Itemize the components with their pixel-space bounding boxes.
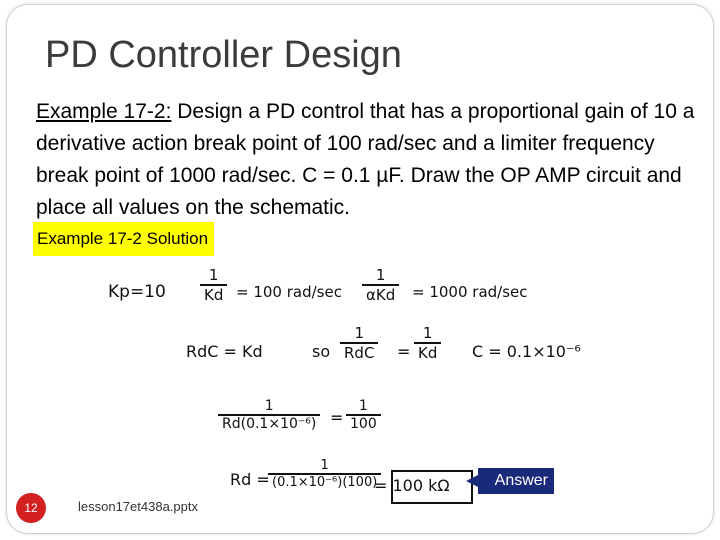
- page-number-badge: 12: [16, 493, 46, 523]
- slide-title: PD Controller Design: [45, 34, 402, 76]
- eq5-fraction: [268, 458, 381, 490]
- eq2-numerator: 1: [362, 266, 399, 286]
- eq3-fraction-a: [340, 324, 378, 362]
- solution-banner: [33, 222, 212, 256]
- problem-statement: [36, 96, 696, 232]
- eq4-numerator-2: 1: [346, 398, 381, 416]
- problem-label: Example 17-2:: [36, 100, 172, 123]
- eq5-rhs: = 100 kΩ: [374, 476, 450, 495]
- eq4-denominator-2: 100: [350, 416, 377, 432]
- slide-frame: [6, 4, 714, 534]
- eq3-numerator: 1: [340, 324, 378, 344]
- eq3-denominator: RdC: [344, 344, 375, 362]
- eq4-numerator: 1: [218, 398, 320, 416]
- eq2-denominator: αKd: [366, 286, 396, 304]
- eq3-so: so: [312, 342, 331, 361]
- eq4-fraction-b: [346, 398, 381, 432]
- eq2-rhs: = 1000 rad/sec: [412, 283, 528, 301]
- eq3-fraction-b: [414, 324, 441, 362]
- answer-button[interactable]: Answer: [478, 468, 554, 494]
- eq2-fraction: [362, 266, 399, 304]
- eq1-rhs: = 100 rad/sec: [236, 283, 342, 301]
- eq3-denominator-2: Kd: [418, 344, 438, 362]
- eq4-equals: =: [330, 408, 344, 427]
- problem-text: Design a PD control that has a proportional gain of 10 a derivative action break point of 100 rad/sec and a limiter frequency break point of 1000 rad/sec. C = 0.1 µF. Draw the OP AMP circuit and place all values on the schematic.: [36, 100, 695, 219]
- eq3-lhs: RdC = Kd: [186, 342, 263, 361]
- solution-label: Example 17-2 Solution: [37, 229, 209, 248]
- eq4-fraction-a: [218, 398, 320, 432]
- eq4-denominator: Rd(0.1×10⁻⁶): [222, 416, 317, 432]
- kp-equation: Kp=10: [108, 282, 166, 302]
- eq1-numerator: 1: [200, 266, 227, 286]
- eq3-equals: =: [397, 342, 411, 361]
- answer-box: [391, 470, 473, 504]
- eq1-fraction: [200, 266, 227, 304]
- eq3-numerator-2: 1: [414, 324, 441, 344]
- footer-filename: lesson17et438a.pptx: [78, 499, 198, 514]
- eq5-lhs: Rd =: [230, 470, 270, 489]
- eq5-denominator: (0.1×10⁻⁶)(100): [272, 475, 378, 490]
- eq5-numerator: 1: [268, 458, 381, 475]
- eq1-denominator: Kd: [204, 286, 224, 304]
- capacitance-value: C = 0.1×10⁻⁶: [472, 342, 581, 361]
